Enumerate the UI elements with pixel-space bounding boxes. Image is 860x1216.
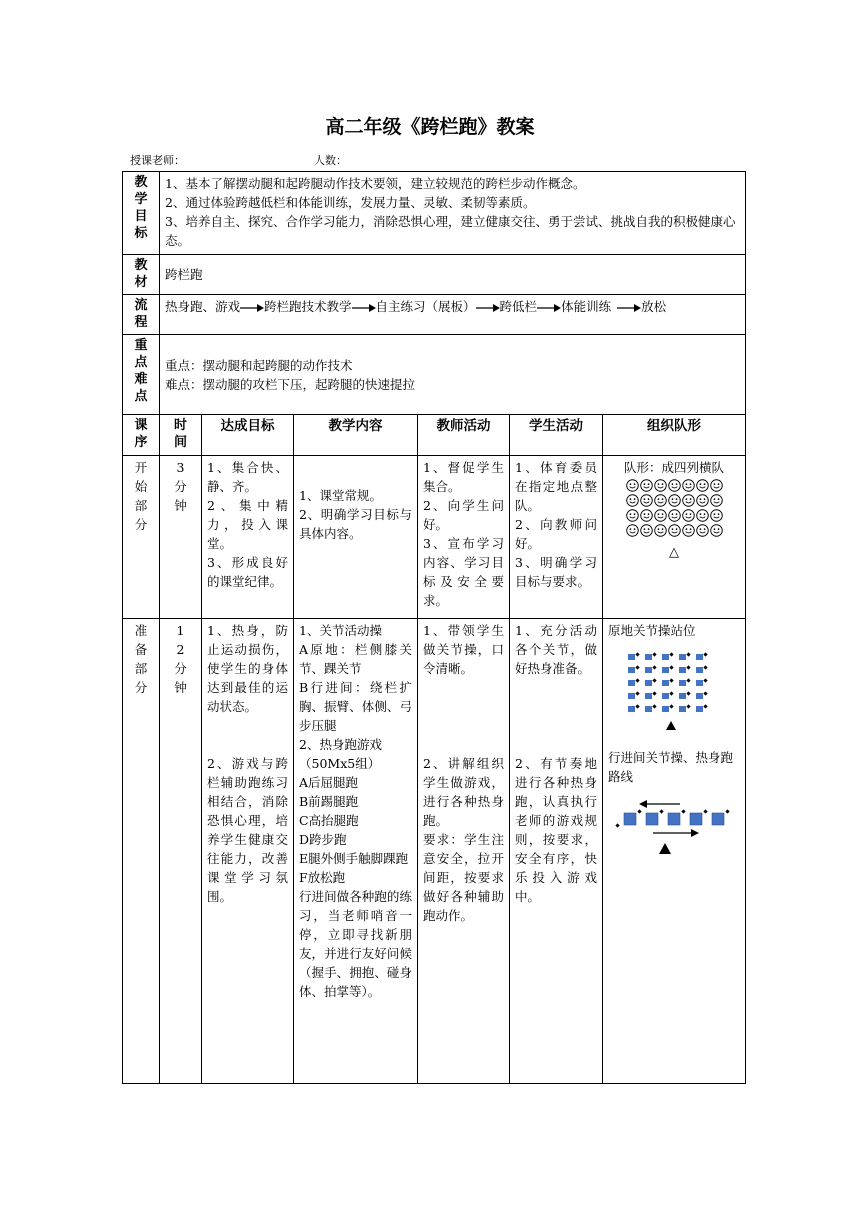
hurdle-marker bbox=[635, 665, 639, 669]
meta-line bbox=[130, 152, 730, 168]
student-smiley-icon bbox=[682, 524, 695, 537]
student-marker bbox=[679, 654, 686, 660]
teacher-cell: 1、督促学生集合。 2、向学生问好。 3、宣布学习内容、学习目标及安全要求。 bbox=[418, 456, 510, 619]
hurdle-marker bbox=[652, 704, 656, 708]
student-smiley-icon bbox=[710, 494, 723, 507]
teacher-triangle-icon bbox=[659, 843, 671, 854]
student-smiley-icon bbox=[626, 509, 639, 522]
goals-row bbox=[123, 172, 746, 255]
arrow-right-icon bbox=[537, 303, 561, 313]
student-marker bbox=[662, 706, 669, 712]
process-row bbox=[123, 295, 746, 335]
hurdle-marker bbox=[686, 704, 690, 708]
process-step: 跨栏跑技术教学 bbox=[264, 299, 352, 314]
teacher-label: 授课老师： bbox=[130, 154, 185, 167]
section-row-prepare bbox=[123, 619, 746, 1084]
formation-grid bbox=[608, 479, 740, 537]
section-name: 开始部分 bbox=[123, 456, 160, 619]
hurdle-marker bbox=[703, 809, 707, 813]
hurdle-marker bbox=[686, 678, 690, 682]
student-marker bbox=[696, 654, 703, 660]
hurdle-marker bbox=[669, 678, 673, 682]
student-marker bbox=[662, 667, 669, 673]
formation-row bbox=[608, 524, 740, 537]
hurdle-marker bbox=[669, 665, 673, 669]
content-cell: 1、课堂常规。 2、明确学习目标与具体内容。 bbox=[294, 456, 418, 619]
student-smiley-icon bbox=[640, 479, 653, 492]
hurdle-marker bbox=[669, 704, 673, 708]
student-smiley-icon bbox=[682, 494, 695, 507]
student-marker bbox=[662, 654, 669, 660]
hurdle-marker bbox=[652, 678, 656, 682]
student-smiley-icon bbox=[640, 494, 653, 507]
page-title: 高二年级《跨栏跑》教案 bbox=[325, 116, 535, 138]
student-marker bbox=[645, 680, 652, 686]
hurdle-marker bbox=[652, 665, 656, 669]
student-marker bbox=[628, 680, 635, 686]
student-smiley-icon bbox=[626, 479, 639, 492]
hurdle-marker bbox=[635, 704, 639, 708]
student-marker bbox=[696, 680, 703, 686]
student-smiley-icon bbox=[710, 524, 723, 537]
running-route-diagram bbox=[608, 796, 739, 866]
student-marker bbox=[628, 654, 635, 660]
process-step: 体能训练 bbox=[561, 299, 612, 314]
material-text: 跨栏跑 bbox=[160, 255, 746, 295]
hurdle-marker bbox=[659, 809, 663, 813]
student-cell: 1、充分活动各个关节，做好热身准备。 2、有节奏地进行各种热身跑，认真执行老师的游戏规则，按要求，安全有序，快乐投入游戏中。 bbox=[510, 619, 603, 1084]
section-time: 12分钟 bbox=[160, 619, 202, 1084]
arrow-right-icon bbox=[691, 829, 699, 837]
student-marker bbox=[696, 693, 703, 699]
hurdle-marker bbox=[725, 809, 729, 813]
hurdle-marker bbox=[635, 678, 639, 682]
student-marker bbox=[628, 706, 635, 712]
process-step: 热身跑、游戏 bbox=[165, 299, 241, 314]
student-marker bbox=[679, 667, 686, 673]
material-row bbox=[123, 255, 746, 295]
student-smiley-icon bbox=[654, 509, 667, 522]
student-marker bbox=[624, 813, 636, 825]
header-order: 课序 bbox=[123, 415, 160, 456]
count-label: 人数： bbox=[314, 154, 347, 167]
hurdle-marker bbox=[703, 665, 707, 669]
header-content: 教学内容 bbox=[294, 415, 418, 456]
keypoints-cell bbox=[160, 335, 746, 415]
process-label: 流程 bbox=[123, 295, 160, 335]
student-marker bbox=[712, 813, 724, 825]
student-marker bbox=[662, 693, 669, 699]
header-formation: 组织队形 bbox=[603, 415, 746, 456]
student-marker bbox=[645, 654, 652, 660]
hurdle-marker bbox=[635, 652, 639, 656]
formation-title: 原地关节操站位 bbox=[608, 623, 696, 638]
student-smiley-icon bbox=[682, 509, 695, 522]
hurdle-marker bbox=[635, 691, 639, 695]
formation-title: 行进间关节操、热身跑路线 bbox=[608, 750, 734, 784]
student-smiley-icon bbox=[696, 509, 709, 522]
hurdle-marker bbox=[615, 823, 619, 827]
hurdle-marker bbox=[686, 652, 690, 656]
student-marker bbox=[679, 693, 686, 699]
student-marker bbox=[679, 706, 686, 712]
student-smiley-icon bbox=[654, 524, 667, 537]
lesson-plan-table bbox=[122, 171, 746, 1084]
student-marker bbox=[662, 680, 669, 686]
standing-positions-diagram bbox=[608, 648, 739, 738]
arrow-right-icon bbox=[240, 303, 264, 313]
student-marker bbox=[645, 667, 652, 673]
header-row bbox=[123, 415, 746, 456]
teacher-triangle-icon bbox=[666, 721, 676, 730]
header-goal: 达成目标 bbox=[202, 415, 294, 456]
formation-cell bbox=[603, 619, 746, 1084]
goal-item: 3、培养自主、探究、合作学习能力，消除恐惧心理，建立健康交往、勇于尝试、挑战自我的积极健康心态。 bbox=[165, 214, 736, 248]
hurdle-marker bbox=[703, 704, 707, 708]
process-flow bbox=[165, 297, 740, 316]
hurdle-marker bbox=[681, 809, 685, 813]
goal-cell: 1、集合快、静、齐。 2、集中精力，投入课堂。 3、形成良好的课堂纪律。 bbox=[202, 456, 294, 619]
key-point: 重点：摆动腿和起跨腿的动作技术 bbox=[165, 357, 353, 373]
process-cell bbox=[160, 295, 746, 335]
formation-row bbox=[608, 494, 740, 507]
student-smiley-icon bbox=[654, 494, 667, 507]
hurdle-marker bbox=[637, 809, 641, 813]
goals-cell bbox=[160, 172, 746, 255]
student-smiley-icon bbox=[668, 479, 681, 492]
arrow-left-icon bbox=[639, 800, 647, 808]
student-smiley-icon bbox=[668, 494, 681, 507]
student-smiley-icon bbox=[668, 509, 681, 522]
student-smiley-icon bbox=[696, 479, 709, 492]
process-step: 放松 bbox=[641, 299, 667, 314]
goal-cell: 1、热身，防止运动损伤，使学生的身体达到最佳的运动状态。 2、游戏与跨栏辅助跑练习相结合，消除恐惧心理，培养学生健康交往能力，改善课堂学习氛围。 bbox=[202, 619, 294, 1084]
hurdle-marker bbox=[686, 665, 690, 669]
hurdle-marker bbox=[703, 652, 707, 656]
student-smiley-icon bbox=[640, 524, 653, 537]
goal-item: 1、基本了解摆动腿和起跨腿动作技术要领，建立较规范的跨栏步动作概念。 bbox=[165, 176, 586, 191]
section-name: 准备部分 bbox=[123, 619, 160, 1084]
student-smiley-icon bbox=[710, 479, 723, 492]
student-smiley-icon bbox=[696, 494, 709, 507]
section-row-start bbox=[123, 456, 746, 619]
student-smiley-icon bbox=[640, 509, 653, 522]
student-smiley-icon bbox=[682, 479, 695, 492]
arrow-right-icon bbox=[617, 303, 641, 313]
goals-label: 教学目标 bbox=[123, 172, 160, 255]
difficulty-point: 难点：摆动腿的攻栏下压，起跨腿的快速提拉 bbox=[165, 376, 416, 392]
teacher-cell: 1、带领学生做关节操，口令清晰。 2、讲解组织学生做游戏，进行各种热身跑。 要求：学生注意安全，拉开间距，按要求做好各种辅助跑动作。 bbox=[418, 619, 510, 1084]
header-student: 学生活动 bbox=[510, 415, 603, 456]
student-smiley-icon bbox=[710, 509, 723, 522]
formation-cell bbox=[603, 456, 746, 619]
goal-item: 2、通过体验跨越低栏和体能训练，发展力量、灵敏、柔韧等素质。 bbox=[165, 195, 536, 210]
hurdle-marker bbox=[669, 652, 673, 656]
hurdle-marker bbox=[669, 691, 673, 695]
student-smiley-icon bbox=[696, 524, 709, 537]
hurdle-marker bbox=[686, 691, 690, 695]
student-smiley-icon bbox=[654, 479, 667, 492]
hurdle-marker bbox=[703, 678, 707, 682]
keypoints-row bbox=[123, 335, 746, 415]
formation-row bbox=[608, 479, 740, 492]
header-time: 时间 bbox=[160, 415, 202, 456]
header-teacher: 教师活动 bbox=[418, 415, 510, 456]
process-step: 跨低栏 bbox=[499, 299, 538, 314]
process-step: 自主练习（展板） bbox=[375, 299, 476, 314]
student-smiley-icon bbox=[626, 524, 639, 537]
student-marker bbox=[628, 693, 635, 699]
student-marker bbox=[690, 813, 702, 825]
student-marker bbox=[646, 813, 658, 825]
student-marker bbox=[628, 667, 635, 673]
content-cell: 1、关节活动操 A原地：栏侧膝关节、踝关节 B行进间：绕栏扩胸、振臂、体侧、弓步压腿 2、热身跑游戏 （50Mx5组） A后屈腿跑 B前踢腿跑 C高抬腿跑 D跨步跑 E腿外侧手触脚踝跑 F放松跑 行进间做各种跑的练习，当老师哨音一停，立即寻找新朋友，并进行友好问候（握手、拥抱、碰身体、拍掌等）。 bbox=[294, 619, 418, 1084]
student-cell: 1、体育委员在指定地点整队。 2、向教师问好。 3、明确学习目标与要求。 bbox=[510, 456, 603, 619]
student-marker bbox=[696, 706, 703, 712]
hurdle-marker bbox=[652, 652, 656, 656]
student-smiley-icon bbox=[626, 494, 639, 507]
hurdle-marker bbox=[703, 691, 707, 695]
teacher-triangle-icon: △ bbox=[669, 545, 679, 560]
student-marker bbox=[645, 693, 652, 699]
arrow-right-icon bbox=[476, 303, 500, 313]
hurdle-marker bbox=[652, 691, 656, 695]
material-label: 教材 bbox=[123, 255, 160, 295]
formation-title: 队形：成四列横队 bbox=[623, 460, 724, 475]
student-marker bbox=[645, 706, 652, 712]
student-marker bbox=[679, 680, 686, 686]
arrow-right-icon bbox=[352, 303, 376, 313]
formation-row bbox=[608, 509, 740, 522]
keypoints-label: 重点难点 bbox=[123, 335, 160, 415]
student-marker bbox=[668, 813, 680, 825]
section-time: 3分钟 bbox=[160, 456, 202, 619]
student-smiley-icon bbox=[668, 524, 681, 537]
student-marker bbox=[696, 667, 703, 673]
